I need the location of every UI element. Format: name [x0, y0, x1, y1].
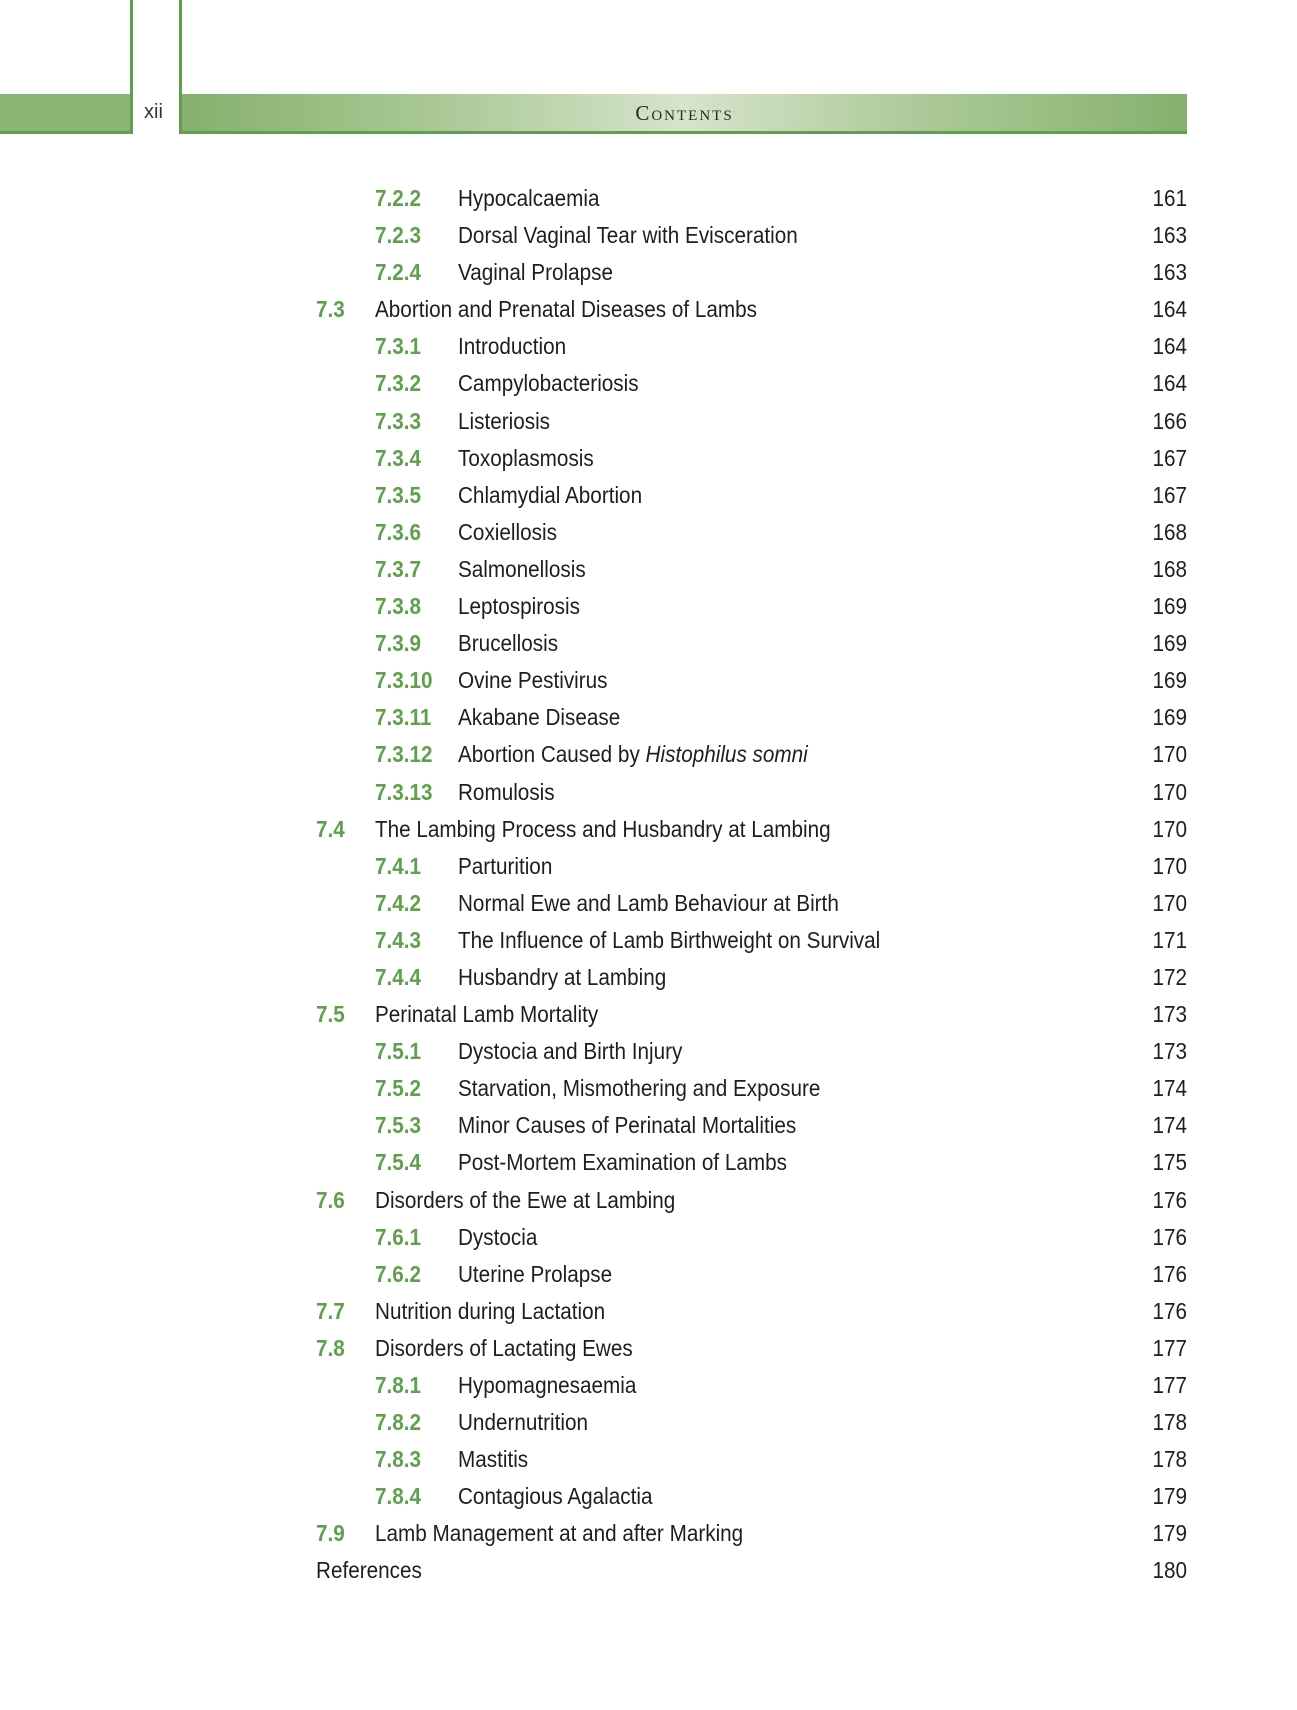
section-title	[458, 667, 608, 694]
section-title-text: Undernutrition	[457, 1409, 589, 1436]
toc-entry[interactable]	[0, 1520, 1187, 1557]
section-title-text: Brucellosis	[457, 630, 559, 657]
toc-entry[interactable]	[0, 1186, 1187, 1224]
toc-entry[interactable]	[0, 1409, 1187, 1446]
section-title-text: Akabane Disease	[457, 704, 621, 731]
toc-entry[interactable]	[0, 370, 1187, 407]
toc-entry[interactable]	[0, 185, 1187, 222]
section-title-text: Parturition	[457, 852, 553, 879]
section-number: 7.5.2	[374, 1075, 422, 1102]
page-ref: 164	[1152, 333, 1187, 360]
header-band-left	[0, 94, 130, 134]
page-ref: 167	[1152, 444, 1187, 471]
page-ref: 167	[1152, 481, 1187, 508]
page-ref: 177	[1152, 1334, 1187, 1361]
page-number: xii	[144, 101, 163, 123]
section-title-text: Starvation, Mismothering and Exposure	[457, 1075, 821, 1102]
section-title-text: Husbandry at Lambing	[457, 963, 667, 990]
section-title-text: Minor Causes of Perinatal Mortalities	[457, 1112, 797, 1139]
section-title	[458, 1149, 787, 1176]
page-ref: 176	[1152, 1223, 1187, 1250]
section-number: 7.3.4	[374, 444, 422, 471]
page-ref: 169	[1152, 704, 1187, 731]
section-number: 7.3	[315, 296, 345, 323]
section-title	[458, 482, 642, 509]
running-head: Contents	[635, 101, 734, 125]
section-number: 7.3.8	[374, 593, 422, 620]
section-number: 7.2.2	[374, 185, 422, 211]
section-number: 7.5.1	[374, 1038, 422, 1065]
section-title-text: Perinatal Lamb Mortality	[374, 1001, 599, 1028]
toc-entry[interactable]	[0, 963, 1187, 1001]
page-ref: 179	[1152, 1483, 1187, 1510]
page-ref: 169	[1152, 630, 1187, 657]
page-ref: 164	[1152, 296, 1187, 323]
section-title-text: Disorders of the Ewe at Lambing	[374, 1186, 676, 1213]
section-title-text: The Lambing Process and Husbandry at Lambing	[374, 815, 831, 842]
section-title	[458, 333, 566, 360]
page-ref: 180	[1152, 1557, 1187, 1584]
toc-entry[interactable]	[0, 1446, 1187, 1483]
toc-entry[interactable]	[0, 1297, 1187, 1335]
toc-entry[interactable]	[0, 593, 1187, 630]
section-title	[458, 185, 600, 212]
section-number: 7.3.6	[374, 518, 422, 545]
section-number: 7.8	[315, 1334, 345, 1361]
section-title	[458, 1409, 588, 1436]
toc-entry[interactable]	[0, 926, 1187, 964]
section-title	[458, 927, 880, 954]
section-title-text: Coxiellosis	[457, 518, 557, 545]
section-title-text: Abortion and Prenatal Diseases of Lambs	[374, 296, 758, 323]
page-ref: 170	[1152, 741, 1187, 768]
section-title-text: Abortion Caused by	[457, 741, 646, 768]
section-number: 7.2.3	[374, 222, 422, 249]
toc-entry[interactable]	[0, 1223, 1187, 1261]
page-ref: 168	[1152, 555, 1187, 582]
section-number: 7.8.1	[374, 1372, 422, 1398]
section-number: 7.4.2	[374, 889, 422, 916]
section-title-text: Listeriosis	[457, 407, 551, 434]
page-ref: 170	[1152, 815, 1187, 842]
section-title	[458, 1261, 612, 1288]
page-ref: 174	[1152, 1075, 1187, 1102]
toc-entry[interactable]	[0, 630, 1187, 667]
toc-entry[interactable]	[0, 407, 1187, 445]
toc-entry[interactable]	[0, 1483, 1187, 1520]
section-number: 7.8.3	[374, 1446, 422, 1473]
toc-entry[interactable]	[0, 1075, 1187, 1112]
section-number: 7.3.2	[374, 370, 422, 397]
section-number: 7.8.2	[374, 1409, 422, 1436]
section-title	[458, 259, 613, 286]
page-ref: 176	[1152, 1186, 1187, 1213]
section-number: 7.7	[315, 1297, 345, 1324]
section-title	[458, 890, 839, 917]
section-title-italic: Histophilus somni	[645, 741, 808, 768]
table-of-contents	[0, 185, 1297, 1595]
page-ref: 169	[1152, 593, 1187, 620]
section-title	[458, 1224, 537, 1251]
section-number: 7.3.12	[374, 741, 433, 768]
toc-entry[interactable]	[0, 296, 1187, 333]
section-title	[375, 816, 831, 843]
section-title-text: Ovine Pestivirus	[457, 667, 608, 694]
toc-entry[interactable]	[0, 704, 1187, 741]
section-title-text: Introduction	[457, 333, 567, 360]
section-number: 7.4.3	[374, 926, 422, 953]
section-number: 7.2.4	[374, 259, 422, 286]
toc-entry[interactable]	[0, 852, 1187, 890]
page-ref: 174	[1152, 1112, 1187, 1139]
section-title	[458, 222, 798, 249]
page-ref: 178	[1152, 1409, 1187, 1436]
section-title	[375, 296, 757, 323]
page-ref: 175	[1152, 1149, 1187, 1176]
toc-entry[interactable]	[0, 481, 1187, 519]
section-title-text: Dystocia	[457, 1223, 538, 1250]
section-title	[458, 445, 594, 472]
toc-entry[interactable]	[0, 1260, 1187, 1298]
section-title-text: Romulosis	[457, 778, 555, 805]
section-title-text: The Influence of Lamb Birthweight on Survival	[457, 926, 881, 953]
section-title	[458, 1112, 796, 1139]
toc-entry[interactable]	[0, 815, 1187, 853]
section-number: 7.3.13	[374, 778, 433, 805]
section-number: 7.3.3	[374, 407, 422, 434]
toc-entry[interactable]	[0, 444, 1187, 482]
toc-entry[interactable]	[0, 741, 1187, 778]
page-ref: 173	[1152, 1001, 1187, 1028]
toc-entry[interactable]	[0, 518, 1187, 556]
section-title	[375, 1187, 675, 1214]
page-ref: 163	[1152, 222, 1187, 249]
section-title	[458, 1483, 652, 1510]
page-ref: 161	[1152, 185, 1187, 211]
section-title	[458, 1038, 682, 1065]
section-title	[458, 704, 620, 731]
section-title	[458, 370, 639, 397]
page-ref: 176	[1152, 1297, 1187, 1324]
toc-entry[interactable]	[0, 1149, 1187, 1186]
section-title	[458, 593, 580, 620]
toc-entry[interactable]	[0, 1372, 1187, 1409]
page-ref: 171	[1152, 926, 1187, 953]
section-number: 7.3.1	[374, 333, 422, 360]
section-title	[375, 1001, 598, 1028]
section-title-text: Dystocia and Birth Injury	[457, 1038, 683, 1065]
section-number: 7.3.7	[374, 555, 422, 582]
section-title	[375, 1298, 605, 1325]
section-title	[458, 630, 558, 657]
section-number: 7.6.2	[374, 1260, 422, 1287]
section-title	[458, 853, 552, 880]
section-title-text: Hypomagnesaemia	[457, 1372, 637, 1398]
page-ref: 170	[1152, 778, 1187, 805]
toc-entry[interactable]	[0, 889, 1187, 927]
section-title	[458, 1372, 636, 1399]
section-number: 7.4.1	[374, 852, 422, 879]
section-title-text: Disorders of Lactating Ewes	[374, 1334, 633, 1361]
page-ref: 177	[1152, 1372, 1187, 1398]
section-title-text: Dorsal Vaginal Tear with Evisceration	[457, 222, 798, 249]
toc-entry[interactable]	[0, 1001, 1187, 1038]
section-title	[458, 779, 555, 806]
section-title	[458, 964, 666, 991]
section-title-text: Post-Mortem Examination of Lambs	[457, 1149, 788, 1176]
section-number: 7.5	[315, 1001, 345, 1028]
toc-entry[interactable]	[0, 778, 1187, 816]
toc-entry[interactable]	[0, 555, 1187, 593]
section-title-text: Leptospirosis	[457, 593, 580, 620]
section-title	[458, 1075, 820, 1102]
page-ref: 166	[1152, 407, 1187, 434]
page-ref: 176	[1152, 1260, 1187, 1287]
section-title	[458, 408, 550, 435]
section-title-text: Vaginal Prolapse	[457, 259, 613, 286]
page-ref: 170	[1152, 852, 1187, 879]
section-title	[316, 1557, 422, 1584]
page-ref: 172	[1152, 963, 1187, 990]
section-number: 7.3.11	[374, 704, 432, 731]
section-number: 7.3.9	[374, 630, 422, 657]
section-title-text: Nutrition during Lactation	[374, 1297, 606, 1324]
margin-rule-left	[130, 0, 133, 134]
section-title-text: Contagious Agalactia	[457, 1483, 653, 1510]
section-number: 7.9	[315, 1520, 345, 1547]
section-title-text: Toxoplasmosis	[457, 444, 594, 471]
page-ref: 164	[1152, 370, 1187, 397]
section-title	[458, 519, 557, 546]
toc-entry[interactable]	[0, 333, 1187, 370]
section-title-text: Campylobacteriosis	[457, 370, 639, 397]
section-number: 7.8.4	[374, 1483, 422, 1510]
section-title-text: References	[315, 1557, 422, 1584]
toc-entry[interactable]	[0, 259, 1187, 296]
page-ref: 173	[1152, 1038, 1187, 1065]
section-title	[458, 741, 808, 768]
section-title-text: Salmonellosis	[457, 555, 586, 582]
section-number: 7.5.3	[374, 1112, 422, 1139]
page-ref: 169	[1152, 667, 1187, 694]
section-title	[375, 1520, 743, 1547]
section-number: 7.5.4	[374, 1149, 422, 1176]
section-number: 7.3.10	[374, 667, 433, 694]
section-title-text: Normal Ewe and Lamb Behaviour at Birth	[457, 889, 839, 916]
toc-entry[interactable]	[0, 1038, 1187, 1075]
page-ref: 168	[1152, 518, 1187, 545]
page-ref: 170	[1152, 889, 1187, 916]
page-ref: 179	[1152, 1520, 1187, 1547]
section-title	[375, 1335, 633, 1362]
section-title	[458, 556, 586, 583]
page-ref: 163	[1152, 259, 1187, 286]
section-number: 7.4	[315, 815, 345, 842]
section-title-text: Hypocalcaemia	[457, 185, 600, 211]
section-title-text: Chlamydial Abortion	[457, 481, 643, 508]
section-number: 7.4.4	[374, 963, 422, 990]
toc-entry[interactable]	[0, 1334, 1187, 1372]
section-number: 7.6	[315, 1186, 345, 1213]
toc-entry[interactable]	[0, 222, 1187, 259]
page-ref: 178	[1152, 1446, 1187, 1473]
section-title-text: Mastitis	[457, 1446, 529, 1473]
toc-entry[interactable]	[0, 1557, 1187, 1594]
section-number: 7.3.5	[374, 481, 422, 508]
section-title-text: Uterine Prolapse	[457, 1260, 613, 1287]
toc-entry[interactable]	[0, 667, 1187, 704]
toc-entry[interactable]	[0, 1112, 1187, 1149]
section-number: 7.6.1	[374, 1223, 422, 1250]
section-title	[458, 1446, 528, 1473]
section-title-text: Lamb Management at and after Marking	[374, 1520, 744, 1547]
